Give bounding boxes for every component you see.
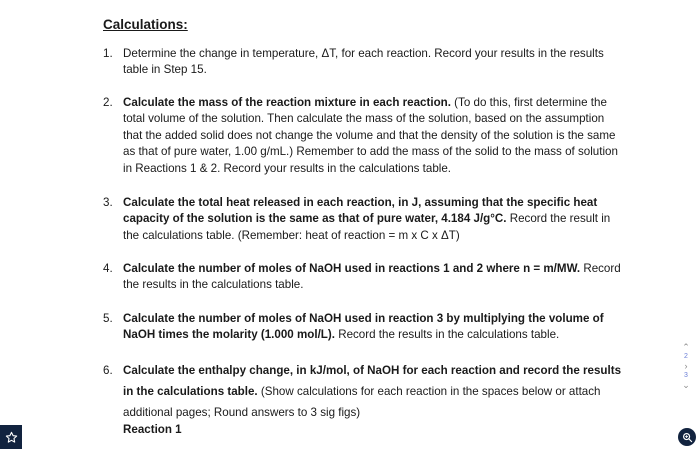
page-number[interactable]: 2	[684, 353, 688, 360]
list-item	[103, 261, 623, 294]
item-bold-text: Calculate the number of moles of NaOH used in reaction 3 by multiplying the volume of NaOH times the molarity (1.000 mol/L).	[123, 312, 604, 342]
zoom-button[interactable]	[678, 428, 696, 446]
page-number[interactable]: 3	[684, 372, 688, 379]
item-number: 2.	[103, 96, 113, 109]
zoom-icon	[682, 432, 693, 443]
item-text: Record the results in the calculations table.	[123, 262, 621, 292]
page-navigator	[678, 342, 694, 410]
chevron-right-icon: ›	[684, 361, 688, 371]
list-item	[103, 311, 623, 344]
item-text: (To do this, first determine the total volume of the solution. Then calculate the mass of the solution, based on the assumption that the added solid does not change the volume and that the density of the solution is the same as that of pure water, 1.00 g/mL.) Remember to add the mass of the solid to the mass of solution in Reactions 1 & 2. Record your results in the calculations table.	[123, 96, 618, 175]
item-number: 5.	[103, 312, 113, 325]
item-number: 6.	[103, 364, 113, 377]
item-bold-text: Calculate the total heat released in each reaction, in J, assuming that the specific heat capacity of the solution is the same as that of pure water, 4.184 J/g°C.	[123, 196, 598, 226]
item-bold-text: Calculate the enthalpy change, in kJ/mol, of NaOH for each reaction and record the results in the calculations table.	[123, 364, 622, 398]
section-subheading: Reaction 1	[123, 423, 182, 436]
chevron-up-icon[interactable]: ⌃	[682, 342, 690, 352]
item-number: 1.	[103, 47, 113, 60]
item-text: Determine the change in temperature, ΔT, for each reaction. Record your results in the results table in Step 15.	[123, 47, 604, 77]
item-text: Record the result in the calculations table. (Remember: heat of reaction = m x C x ΔT)	[123, 212, 611, 242]
star-icon	[5, 431, 18, 444]
favorite-button[interactable]	[0, 425, 22, 449]
list-item	[103, 95, 623, 177]
item-bold-text: Calculate the number of moles of NaOH used in reactions 1 and 2 where n = m/MW.	[123, 262, 581, 275]
item-bold-text: Calculate the mass of the reaction mixture in each reaction.	[123, 96, 451, 109]
item-number: 3.	[103, 196, 113, 209]
list-item	[103, 195, 623, 244]
item-text: Record the results in the calculations table.	[334, 328, 560, 342]
item-number: 4.	[103, 262, 113, 275]
item-text: (Show calculations for each reaction in the spaces below or attach additional pages; Round answers to 3 sig figs)	[123, 385, 601, 419]
chevron-down-icon[interactable]: ⌄	[682, 380, 690, 390]
list-item	[103, 360, 623, 423]
page-title: Calculations:	[103, 17, 188, 32]
list-item	[103, 46, 623, 79]
